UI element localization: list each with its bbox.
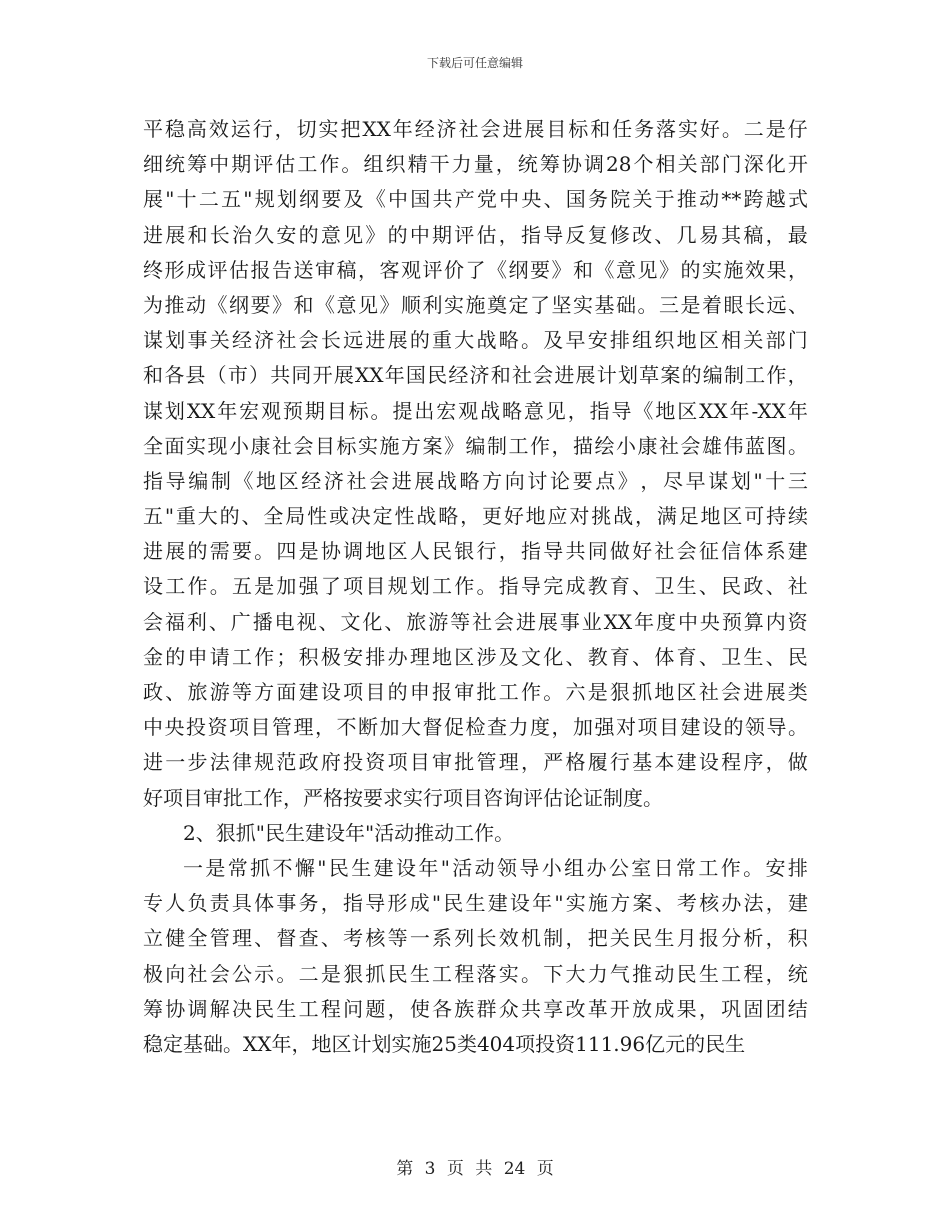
text-line: 中 央 投 资 项 目 管 理 ， 不 断 加 大 督 促 检 查 力 度 ， 加 强 对 项 目 建 设 的 领 导 。 <box>143 715 808 740</box>
text-line: 政 、 旅 游 等 方 面 建 设 项 目 的 申 报 审 批 工 作 。 六 是 狠 抓 地 区 社 会 进 展 类 <box>143 680 808 704</box>
text-line: 好 项 目 审 批 工 作 ， 严 格 按 要 求 实 行 项 目 咨 询 评 估 论 证 制 度 。 <box>143 785 663 810</box>
text-line: 进 一 步 法 律 规 范 政 府 投 资 项 目 审 批 管 理 ， 严 格 履 行 基 本 建 设 程 序 ， 做 <box>143 750 808 775</box>
text-line: 筹 协 调 解 决 民 生 工 程 问 题 ， 使 各 族 群 众 共 享 改 革 开 放 成 果 ， 巩 固 团 结 <box>143 996 808 1021</box>
text-line: 进 展 的 需 要 。 四 是 协 调 地 区 人 民 银 行 ， 指 导 共 同 做 好 社 会 征 信 体 系 建 <box>143 539 808 564</box>
page-footer: 第 3 页 共 24 页 <box>396 1159 554 1179</box>
text-line: 谋 划 XX 年 宏 观 预 期 目 标 。 提 出 宏 观 战 略 意 见 ， 指 导 《 地 区 XX 年 -XX 年 <box>143 398 808 423</box>
text-line: 终 形 成 评 估 报 告 送 审 稿 ， 客 观 评 价 了 《 纲 要 》 和 《 意 见 》 的 实 施 效 果 ， <box>143 257 808 282</box>
text-line: 会 福 利 、 广 播 电 视 、 文 化 、 旅 游 等 社 会 进 展 事 业 XX 年 度 中 央 预 算 内 资 <box>143 609 808 634</box>
text-line: 2 、 狠 抓 " 民 生 建 设 年 " 活 动 推 动 工 作 。 <box>183 820 515 845</box>
paragraph <box>143 816 808 851</box>
text-line: 和 各 县 （ 市 ） 共 同 开 展 XX 年 国 民 经 济 和 社 会 进 展 计 划 草 案 的 编 制 工 作 ， <box>143 363 808 388</box>
text-line: 全 面 实 现 小 康 社 会 目 标 实 施 方 案 》 编 制 工 作 ， 描 绘 小 康 社 会 雄 伟 蓝 图 。 <box>143 433 808 458</box>
text-line: 五 " 重 大 的 、 全 局 性 或 决 定 性 战 略 ， 更 好 地 应 对 挑 战 ， 满 足 地 区 可 持 续 <box>143 504 808 529</box>
text-line: 一 是 常 抓 不 懈 " 民 生 建 设 年 " 活 动 领 导 小 组 办 公 室 日 常 工 作 。 安 排 <box>183 855 808 880</box>
text-line: 细 统 筹 中 期 评 估 工 作 。 组 织 精 干 力 量 ， 统 筹 协 调 28 个 相 关 部 门 深 化 开 <box>143 152 808 177</box>
text-line: 设 工 作 。 五 是 加 强 了 项 目 规 划 工 作 。 指 导 完 成 教 育 、 卫 生 、 民 政 、 社 <box>143 574 808 599</box>
paragraph <box>143 112 808 816</box>
text-line: 平 稳 高 效 运 行 ， 切 实 把 XX 年 经 济 社 会 进 展 目 标 和 任 务 落 实 好 。 二 是 仔 <box>143 117 808 141</box>
page-header: 下载后可任意编辑 <box>426 56 523 70</box>
text-line: 进 展 和 长 治 久 安 的 意 见 》 的 中 期 评 估 ， 指 导 反 复 修 改 、 几 易 其 稿 ， 最 <box>143 222 808 247</box>
text-line: 立 健 全 管 理 、 督 查 、 考 核 等 一 系 列 长 效 机 制 ， 把 关 民 生 月 报 分 析 ， 积 <box>143 926 808 951</box>
text-line: 指 导 编 制 《 地 区 经 济 社 会 进 展 战 略 方 向 讨 论 要 点 》 ， 尽 早 谋 划 " 十 三 <box>143 468 808 493</box>
text-line: 稳 定 基 础 。 XX 年 ， 地 区 计 划 实 施 25 类 404 项 投 资 111.96 亿 元 的 民 生 <box>143 1031 746 1056</box>
text-line: 展 " 十 二 五 " 规 划 纲 要 及 《 中 国 共 产 党 中 央 、 国 务 院 关 于 推 动 ** 跨 越 式 <box>143 187 808 212</box>
paragraph <box>143 851 808 1062</box>
text-line: 专 人 负 责 具 体 事 务 ， 指 导 形 成 " 民 生 建 设 年 " 实 施 方 案 、 考 核 办 法 ， 建 <box>143 891 808 916</box>
text-line: 为 推 动 《 纲 要 》 和 《 意 见 》 顺 利 实 施 奠 定 了 坚 实 基 础 。 三 是 着 眼 长 远 、 <box>143 292 808 317</box>
text-line: 极 向 社 会 公 示 。 二 是 狠 抓 民 生 工 程 落 实 。 下 大 力 气 推 动 民 生 工 程 ， 统 <box>143 961 808 986</box>
document-body <box>143 112 808 1062</box>
text-line: 金 的 申 请 工 作 ； 积 极 安 排 办 理 地 区 涉 及 文 化 、 教 育 、 体 育 、 卫 生 、 民 <box>143 644 808 669</box>
text-line: 谋 划 事 关 经 济 社 会 长 远 进 展 的 重 大 战 略 。 及 早 安 排 组 织 地 区 相 关 部 门 <box>143 328 808 353</box>
